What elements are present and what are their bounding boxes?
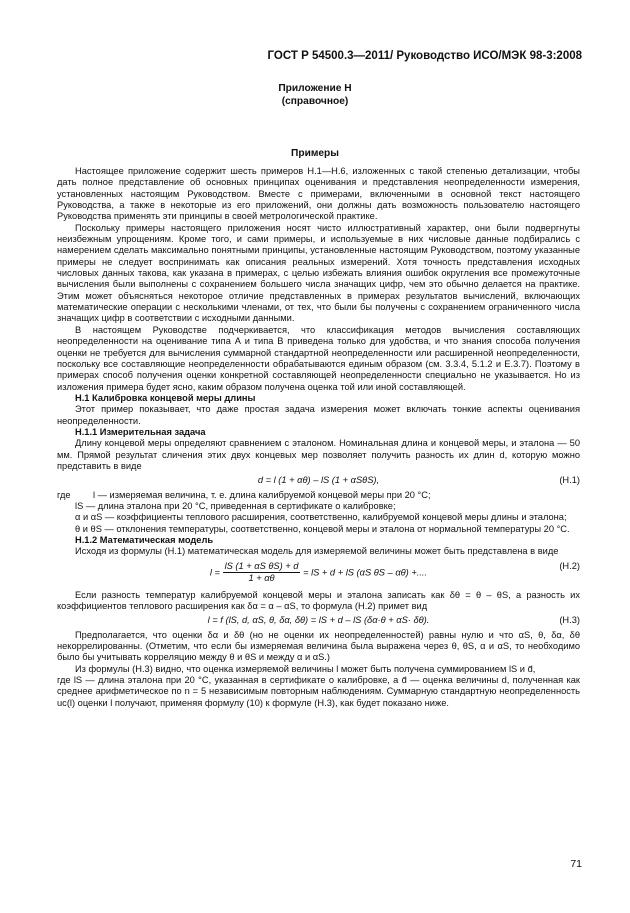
subsection-title: Н.1 Калибровка концевой меры длины <box>75 392 256 403</box>
paragraph: Длину концевой меры определяют сравнением с эталоном. Номинальная длина и концевой меры, и эталона — 50 мм. Прямой результат сличения этих двух концевых мер позволяет получить разность их длин d, которую можно представить в виде <box>57 438 580 471</box>
annex-title: Приложение Н <box>278 83 352 94</box>
paragraph: Если разность температур калибруемой концевой меры и эталона записать как δθ = θ – θS, а разность их коэффициентов теплового расширения как δα = α – αS, то формула (Н.2) примет вид <box>57 589 580 612</box>
paragraph: Из формулы (Н.3) видно, что оценка измеряемой величины l может быть получена суммированием lS и d̄, <box>75 663 536 674</box>
section-heading: Примеры <box>291 148 339 159</box>
paragraph: Поскольку примеры настоящего приложения носят чисто иллюстративный характер, они были подвергнуты неизбежным упрощениям. Кроме того, и сами примеры, и используемые в них числовые данные подбирались с намерением сделать максимально понятными принципы, установленные настоящим Руководством, поэтому указанные примеры не следует воспринимать как описания реальных измерений. Хотя точность представления исходных числовых данных такова, как указана в примерах, с целью избежать влияния ошибок округления все промежуточные вычисления были выполнены с сохранением большего числа значащих цифр, чем это обычно делается на практике. Этим может объясняться некоторое отличие представленных в примерах результатов вычислений, включающих математические операции с несколькими членами, от тех, что были бы получены с сохранением ограниченного числа значащих цифр в соответствии с исходными данными. <box>57 222 580 324</box>
paragraph: В настоящем Руководстве подчеркивается, что классификация методов вычисления составляющих неопределенности на оценивание типа А и типа В приведена только для удобства, и что знания способа получения оценки не требуется для вычисления суммарной стандартной неопределенности или расширенной неопределенности, поскольку все составляющие неопределенности обрабатываются единым образом (см. 3.3.4, 5.1.2 и Е.3.7). Поэтому в примерах способ получения оценки конкретной составляющей неопределенности специально не указывается. Но из изложения примера будет ясно, каким образом получена оценка той или иной составляющей. <box>57 324 580 392</box>
subsection-title: Н.1.1 Измерительная задача <box>75 426 206 437</box>
equation-number: (Н.3) <box>559 615 580 626</box>
paragraph: Исходя из формулы (Н.1) математическая модель для измеряемой величины может быть представлена в виде <box>75 546 559 557</box>
body-text <box>57 166 580 709</box>
definition-text: θ и θS — отклонения температуры, соответственно, концевой меры и эталона от нормальной температуры 20 °С. <box>75 523 570 534</box>
subsection-title: Н.1.2 Математическая модель <box>75 535 214 545</box>
equation-text: l = f (lS, d, αS, θ, δα, δθ) = lS + d – lS (δα·θ + αS· δθ). <box>207 615 430 626</box>
fraction-denominator: 1 + αθ <box>248 573 275 584</box>
equation-text: d = l (1 + αθ) – lS (1 + αSθS), <box>257 475 380 486</box>
annex-subtitle: (справочное) <box>281 96 349 107</box>
paragraph: где lS — длина эталона при 20 °С, указанная в сертификате о калибровке, а d̄ — оценка величины d, полученная как среднее арифметическое по n = 5 независимым повторным наблюдениям. Суммарную стандартную неопределенность uc(l) оценки l получают, применяя формулу (10) к формуле (Н.3), как будет показано ниже. <box>57 675 580 708</box>
definition-text: α и αS — коэффициенты теплового расширения, соответственно, калибруемой концевой меры длины и эталона; <box>75 512 567 523</box>
paragraph: Настоящее приложение содержит шесть примеров Н.1—Н.6, изложенных с такой степенью детализации, чтобы дать полное представление об основных принципах оценивания и представления неопределенности измерения, установленных настоящим Руководством. Вместе с примерами, включенными в основной текст настоящего Руководства, а также в некоторые из его приложений, они должны дать возможность пользователю настоящего Руководства применять эти принципы в своей метрологической практике. <box>57 166 580 222</box>
paragraph: Предполагается, что оценки δα и δθ (но не оценки их неопределенностей) равны нулю и что αS, θ, δα, δθ некоррелированны. (Отметим, что если бы измеряемая величина была выражена через θ, θS, α и αS, то необходимо было бы учитывать корреляцию между θ и θS и между α и αS.) <box>57 629 580 663</box>
equation-fraction <box>223 561 301 585</box>
definition-text: lS — длина эталона при 20 °С, приведенная в сертификате о калибровке; <box>75 500 396 511</box>
equation-number: (Н.1) <box>559 475 580 486</box>
paragraph: Этот пример показывает, что даже простая задача измерения может включать тонкие аспекты оценивания неопределенности. <box>57 404 580 426</box>
equation-h2 <box>57 561 580 587</box>
equation-number: (Н.2) <box>559 560 580 571</box>
fraction-numerator: lS (1 + αS θS) + d <box>223 561 301 573</box>
equation-lhs: l = <box>209 566 220 577</box>
equation-h1 <box>57 475 580 486</box>
running-header: ГОСТ Р 54500.3—2011/ Руководство ИСО/МЭК 98-3:2008 <box>267 50 582 62</box>
annex-heading <box>0 82 630 108</box>
page-number: 71 <box>570 858 582 870</box>
equation-rhs: = lS + d + lS (αS θS – αθ) +.... <box>303 566 428 577</box>
equation-h3 <box>57 615 580 626</box>
definition-text: l — измеряемая величина, т. е. длина калибруемой концевой меры при 20 °С; <box>93 489 431 500</box>
where-label: где <box>57 489 71 500</box>
definition-row <box>57 490 580 501</box>
